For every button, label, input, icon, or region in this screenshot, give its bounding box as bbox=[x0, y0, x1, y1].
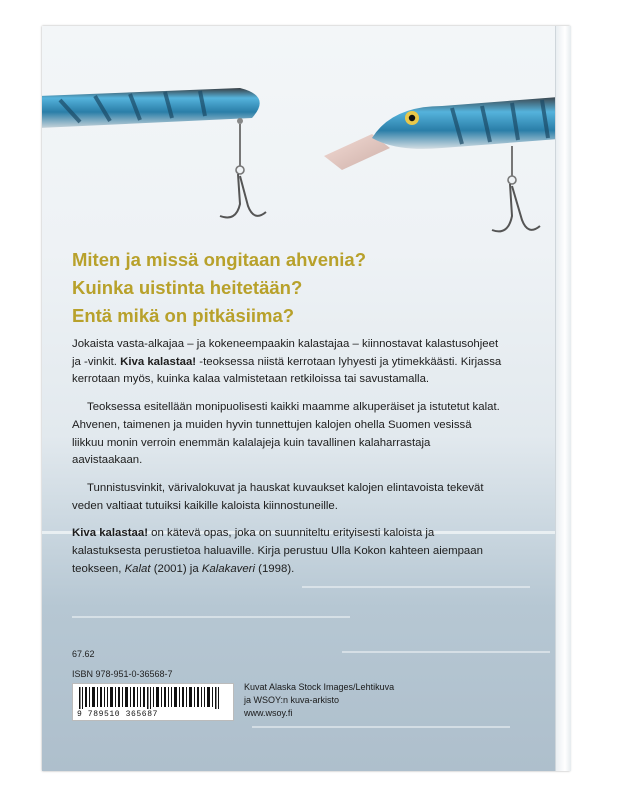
headline-3: Entä mikä on pitkäsiima? bbox=[72, 305, 295, 326]
left-fishing-lure bbox=[42, 66, 300, 246]
water-reflection bbox=[342, 651, 550, 653]
barcode bbox=[72, 683, 234, 721]
cited-title: Kalat bbox=[124, 562, 151, 575]
blurb-text-span: -teoksessa niistä kerrotaan lyhyesti ja ytimekkäästi. Kirjassa kerrotaan myös, kuinka kalaa valmistetaan retkiloissa tai savustamalla. bbox=[72, 355, 502, 386]
barcode-bars bbox=[79, 687, 227, 709]
water-reflection bbox=[302, 586, 530, 588]
blurb-text-span: on kätevä opas, joka on suunniteltu erityisesti kaloista ja kalastuksesta perustietoa haluaville. Kirja perustuu Ulla Kokon kahteen aiempaan teokseen, bbox=[72, 527, 483, 575]
right-fishing-lure bbox=[312, 76, 570, 266]
book-spine bbox=[555, 26, 571, 771]
headline-questions bbox=[72, 246, 366, 330]
classification-codes bbox=[72, 648, 173, 680]
blurb-text bbox=[72, 336, 502, 578]
blurb-text-span: (1998). bbox=[255, 562, 295, 575]
headline-2: Kuinka uistinta heitetään? bbox=[72, 277, 303, 298]
blurb-paragraph-4 bbox=[72, 525, 502, 578]
water-reflection bbox=[252, 726, 510, 728]
credits-line-2: ja WSOY:n kuva-arkisto bbox=[244, 695, 340, 705]
book-title-bold: Kiva kalastaa! bbox=[72, 527, 148, 540]
book-title-bold: Kiva kalastaa! bbox=[120, 355, 197, 368]
classification-number: 67.62 bbox=[72, 649, 95, 659]
isbn: ISBN 978-951-0-36568-7 bbox=[72, 669, 173, 679]
blurb-paragraph-3: Tunnistusvinkit, värivalokuvat ja hauskat kuvaukset kalojen elintavoista tekevät veden valtiaat tutuiksi kaikille kaloista kiinnostuneille. bbox=[72, 481, 484, 512]
barcode-digits: 9 789510 365687 bbox=[77, 710, 159, 719]
water-reflection bbox=[72, 616, 350, 618]
headline-1: Miten ja missä ongitaan ahvenia? bbox=[72, 249, 367, 270]
photo-credits bbox=[244, 681, 394, 720]
credits-line-1: Kuvat Alaska Stock Images/Lehtikuva bbox=[244, 682, 395, 692]
blurb-text-span: (2001) ja bbox=[150, 562, 202, 575]
blurb-paragraph-1 bbox=[72, 336, 502, 389]
blurb-paragraph-2: Teoksessa esitellään monipuolisesti kaikki maamme alkuperäiset ja istutetut kalat. Ahvenen, taimenen ja muiden hyvin tunnettujen kalojen ohella Suomen vesissä liikkuu monin verroin enemmän kalalajeja kuin tavallinen kalaharrastaja aavistaakaan. bbox=[72, 401, 500, 467]
cited-title: Kalakaveri bbox=[201, 562, 256, 575]
publisher-url: www.wsoy.fi bbox=[244, 708, 293, 718]
blurb-text-span: Jokaista vasta-alkajaa – ja kokeneempaakin kalastajaa – kiinnostavat kalastusohjeet ja -vinkit. bbox=[72, 338, 499, 368]
